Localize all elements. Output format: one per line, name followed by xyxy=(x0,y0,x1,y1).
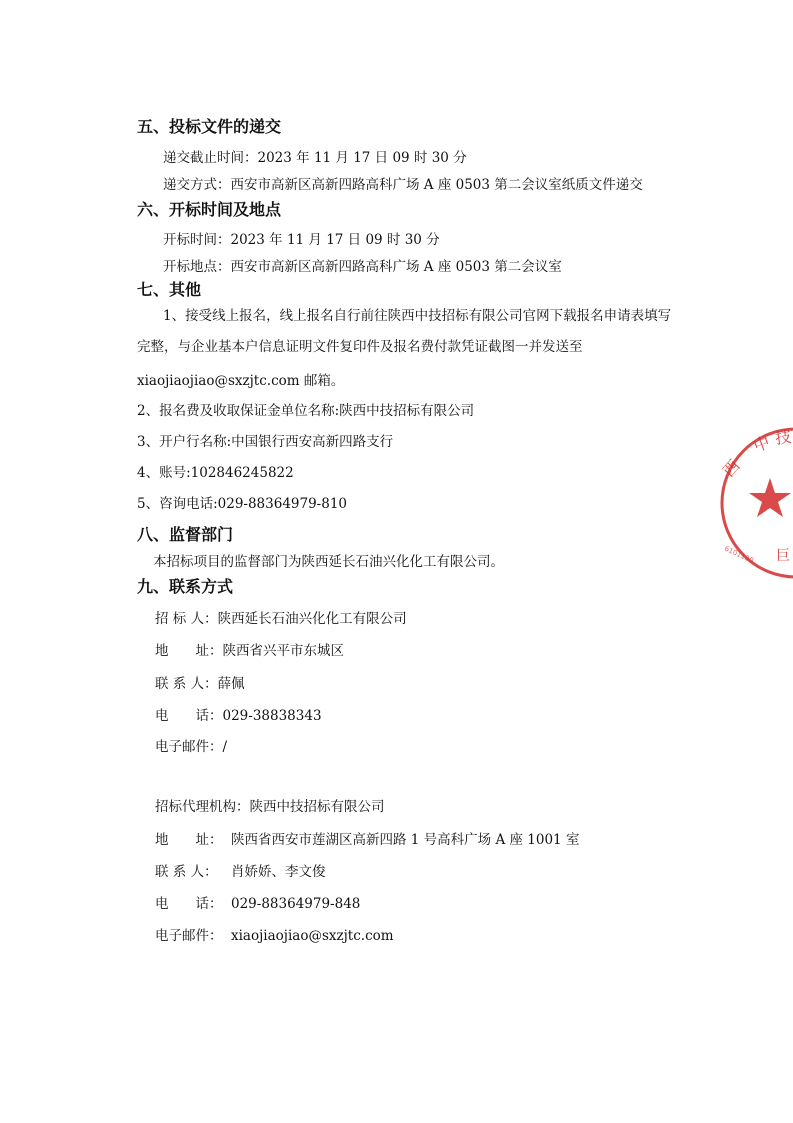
section-7-heading: 七、其他 xyxy=(137,280,202,299)
other-item-1-line-3: xiaojiaojiao@sxzjtc.com 邮箱。 xyxy=(137,373,345,389)
agency-contact: 肖娇娇、李文俊 xyxy=(231,864,326,880)
tenderer-contact-label: 联 系 人： xyxy=(155,676,218,692)
section-5-heading: 五、投标文件的递交 xyxy=(137,117,282,136)
agency-name: 陕西中技招标有限公司 xyxy=(249,799,385,815)
agency-row xyxy=(155,798,385,816)
svg-text:技: 技 xyxy=(773,426,793,448)
submission-method: 递交方式：西安市高新区高新四路高科广场 A 座 0503 第二会议室纸质文件递交 xyxy=(163,177,643,193)
tenderer-address-row xyxy=(155,642,344,660)
tenderer-contact-row xyxy=(155,675,245,693)
submission-deadline: 递交截止时间：2023 年 11 月 17 日 09 时 30 分 xyxy=(163,150,467,166)
other-item-2: 2、报名费及收取保证金单位名称:陕西中技招标有限公司 xyxy=(137,403,475,419)
agency-email: xiaojiaojiao@sxzjtc.com xyxy=(231,928,394,944)
svg-text:6101130: 6101130 xyxy=(723,544,755,565)
agency-contact-label: 联 系 人： xyxy=(155,864,218,880)
tenderer-address-label: 地 址： xyxy=(155,643,223,659)
agency-address-label: 地 址： xyxy=(155,832,223,848)
section-8-heading: 八、监督部门 xyxy=(137,525,234,544)
agency-address: 陕西省西安市莲湖区高新四路 1 号高科广场 A 座 1001 室 xyxy=(231,832,580,848)
supervision-text: 本招标项目的监督部门为陕西延长石油兴化化工有限公司。 xyxy=(153,554,504,570)
other-item-5: 5、咨询电话:029-88364979-810 xyxy=(137,496,348,512)
other-item-1-line-1: 1、接受线上报名，线上报名自行前往陕西中技招标有限公司官网下载报名申请表填写 xyxy=(163,308,672,324)
other-item-4: 4、账号:102846245822 xyxy=(137,465,294,481)
section-6-heading: 六、开标时间及地点 xyxy=(137,200,282,219)
section-9-heading: 九、联系方式 xyxy=(137,577,234,596)
tenderer-address: 陕西省兴平市东城区 xyxy=(222,643,344,659)
svg-text:中: 中 xyxy=(750,432,773,456)
tenderer-contact: 薛佩 xyxy=(217,676,245,692)
opening-time: 开标时间：2023 年 11 月 17 日 09 时 30 分 xyxy=(163,232,440,248)
tenderer-row xyxy=(155,610,407,628)
agency-phone-label: 电 话： xyxy=(155,896,223,912)
tenderer-name-label: 招 标 人： xyxy=(155,611,218,627)
other-item-3: 3、开户行名称:中国银行西安高新四路支行 xyxy=(137,434,394,450)
agency-email-label: 电子邮件： xyxy=(155,928,223,944)
agency-address-row xyxy=(155,831,579,849)
tenderer-email-row xyxy=(155,738,227,756)
agency-phone: 029-88364979-848 xyxy=(231,896,361,912)
tenderer-phone: 029-38838343 xyxy=(222,708,322,724)
tenderer-phone-row xyxy=(155,707,322,725)
svg-text:西: 西 xyxy=(718,456,744,481)
tenderer-email-label: 电子邮件： xyxy=(155,739,223,755)
opening-place: 开标地点：西安市高新区高新四路高科广场 A 座 0503 第二会议室 xyxy=(163,259,562,275)
agency-phone-row xyxy=(155,895,360,913)
agency-email-row xyxy=(155,927,394,945)
tenderer-email: / xyxy=(222,739,228,755)
tenderer-phone-label: 电 话： xyxy=(155,708,223,724)
svg-text:巨: 巨 xyxy=(776,548,790,564)
agency-contact-row xyxy=(155,863,326,881)
tenderer-name: 陕西延长石油兴化化工有限公司 xyxy=(217,611,407,627)
other-item-1-line-2: 完整，与企业基本户信息证明文件复印件及报名费付款凭证截图一并发送至 xyxy=(137,339,583,355)
agency-name-label: 招标代理机构： xyxy=(155,799,250,815)
company-seal-stamp xyxy=(718,418,793,588)
